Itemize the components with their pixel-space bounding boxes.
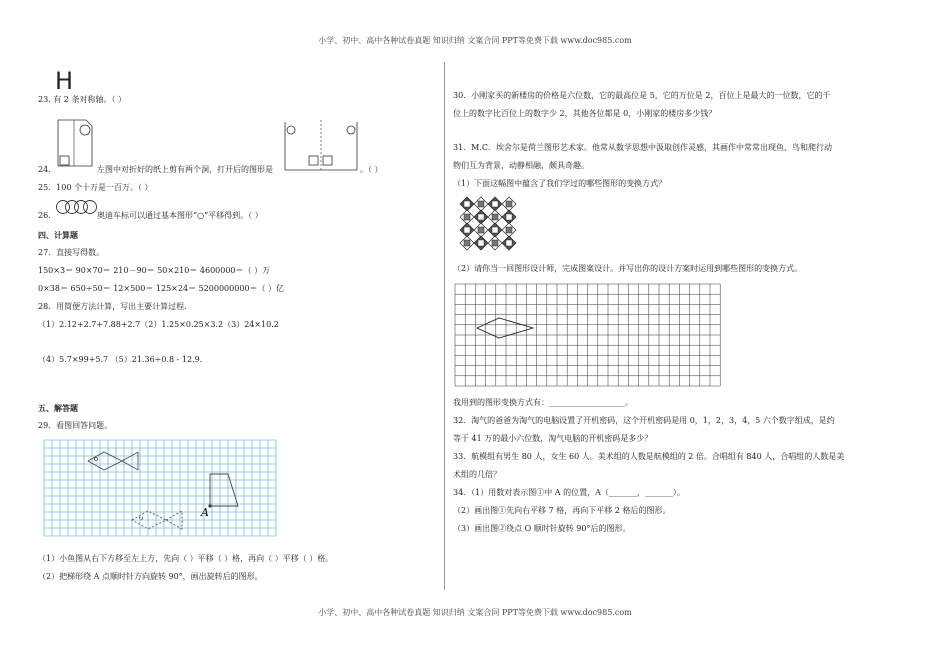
section-4-heading: 四、计算题	[38, 230, 78, 240]
question-32-line-1: 32．淘气的爸爸为淘气的电脑设置了开机密码，这个开机密码是用 0，1，2，3，4，5 六个数字组成，是约	[453, 416, 835, 425]
point-a-label: A	[201, 506, 209, 519]
question-25: 25．100 个十万是一百万。（ ）	[38, 183, 153, 192]
section-5-heading: 五、解答题	[38, 403, 78, 413]
question-24-bracket: 。（ ）	[360, 165, 383, 174]
question-31-line-1: 31．M.C．埃舍尔是荷兰图形艺术家。他常从数学思想中汲取创作灵感，其画作中常常出现鱼、鸟和爬行动	[453, 143, 833, 152]
escher-inner-tile	[506, 201, 512, 207]
question-26-number: 26.	[38, 211, 51, 220]
audi-rings-icon	[55, 199, 99, 215]
question-24-text: 左图中对折好的纸上剪有两个洞，打开后的图形是	[97, 165, 273, 174]
escher-inner-tile	[464, 227, 470, 233]
question-29: 29．看图回答问题。	[38, 421, 113, 430]
fish-trapezoid-grid	[44, 440, 276, 540]
trapezoid-figure	[209, 474, 238, 507]
question-30-line-2: 位上的数字比百位上的数字少 2，其他各位都是 0，小刚家的楼房多少钱？	[453, 109, 717, 118]
question-29-part-1: （1）小鱼图从右下方移至左上方，先向（ ）平移（ ）格，再向（ ）平移（ ）格。	[38, 554, 334, 563]
question-28: 28．用简便方法计算，写出主要计算过程.	[38, 302, 187, 311]
question-23: 23. 有 2 条对称轴。（ ）	[38, 95, 126, 104]
escher-inner-tile	[478, 214, 484, 220]
question-33-line-2: 术组的几倍？	[453, 470, 501, 479]
page-footer: 小学、初中、高中各种试卷真题 知识归纳 文案合同 PPT等免费下载 www.doc985.com	[318, 608, 632, 617]
escher-inner-tile	[464, 201, 470, 207]
escher-inner-tile	[478, 227, 484, 233]
question-30-line-1: 30．小刚家买的新楼房的价格是六位数，它的最高位是 5，它的万位是 2，百位上是最大的一位数，它的千	[453, 91, 831, 100]
question-34-part-1: 34．（1）用数对表示图①中 A 的位置，A（_______，_______）。	[453, 488, 685, 497]
escher-inner-tile	[464, 214, 470, 220]
question-31-line-2: 物们互为背景，动静相融，颇具奇趣。	[453, 161, 589, 170]
question-31-part-2: （2）请你当一回图形设计师，完成图案设计。并写出你的设计方案时运用到哪些图形的变换方式。	[453, 264, 803, 273]
question-31-answer-line: 我用到的图形变换方式有：___________________。	[453, 398, 633, 407]
unfolded-paper-figure	[285, 120, 360, 172]
escher-inner-tile	[506, 227, 512, 233]
question-27: 27．直接写得数。	[38, 248, 105, 257]
question-27-row-1: 150×3＝ 90×70＝ 210－90＝ 50×210＝ 4600000＝（ ）万	[38, 266, 271, 275]
escher-inner-tile	[506, 240, 512, 246]
escher-inner-tile	[464, 240, 470, 246]
escher-inner-tile	[506, 214, 512, 220]
question-31-part-1: （1）下面这幅图中蕴含了我们学过的哪些图形的变换方式？	[453, 179, 667, 188]
design-grid	[455, 284, 723, 388]
letter-h-figure: H	[55, 67, 74, 95]
question-24-number: 24.	[38, 165, 51, 174]
question-27-row-2: 0×38＝ 650÷50＝ 12×500＝ 125×24＝ 5200000000＝（ ）亿	[38, 284, 285, 293]
question-29-part-2: （2）把梯形绕 A 点顺时针方向旋转 90°，画出旋转后的图形。	[38, 572, 263, 581]
escher-inner-tile	[492, 201, 498, 207]
escher-pattern-figure	[460, 197, 518, 249]
column-divider	[444, 62, 445, 590]
question-34-part-2: （2）画出图①先向右平移 7 格，再向下平移 2 格后的图形。	[453, 506, 671, 515]
fish-figure-top	[88, 452, 138, 470]
escher-inner-tile	[492, 214, 498, 220]
question-32-line-2: 等于 41 万的最小六位数，淘气电脑的开机密码是多少？	[453, 434, 653, 443]
question-28-row-2: （4）5.7×99+5.7 （5）21.36÷0.8 - 12.9.	[38, 355, 203, 364]
question-33-line-1: 33．航模组有男生 80 人，女生 60 人。美术组的人数是航模组的 2 倍。合唱组有 840 人，合唱组的人数是美	[453, 452, 845, 461]
question-26-text: 奥迪车标可以通过基本图形“○”平移得到。（ ）	[97, 211, 263, 220]
question-34-part-3: （3）画出图②绕点 O 顺时针旋转 90°后的图形。	[453, 524, 631, 533]
folded-paper-figure	[56, 118, 96, 168]
grid-lines	[44, 440, 276, 536]
grid-lines	[455, 284, 720, 386]
question-28-row-1: （1）2.12+2.7+7.88+2.7（2）1.25×0.25×3.2（3）24×10.2	[38, 320, 279, 329]
escher-inner-tile	[492, 227, 498, 233]
escher-inner-tile	[492, 240, 498, 246]
escher-inner-tile	[478, 201, 484, 207]
escher-inner-tile	[478, 240, 484, 246]
page-header: 小学、初中、高中各种试卷真题 知识归纳 文案合同 PPT等免费下载 www.doc985.com	[318, 36, 632, 45]
